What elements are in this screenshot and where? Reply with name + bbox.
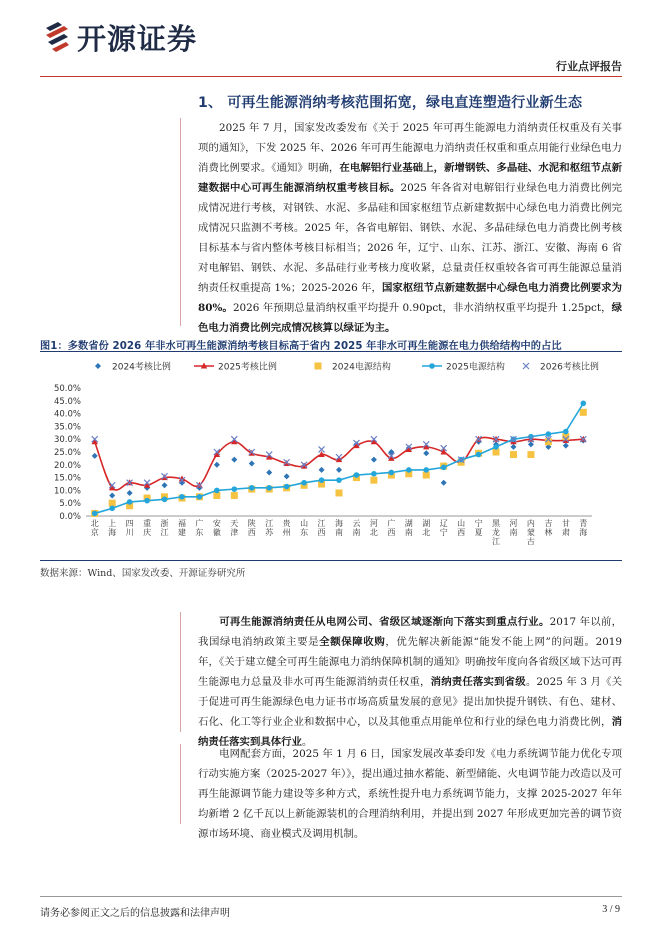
report-type: 行业点评报告 [556,60,622,73]
figure-title: 图1：多数省份 2026 年非水可再生能源消纳考核目标高于省内 2025 年非水可再生能源在电力供给结构中的占比 [40,341,562,352]
y-tick-label: 50.0% [53,384,81,394]
data-point [336,467,342,473]
body-text: 2017 年以前，我国绿电消纳政策主要是 [198,616,622,648]
brand-name: 开源证券 [77,21,198,56]
data-point [370,477,377,484]
y-tick-label: 0.0% [59,512,81,522]
data-point [109,506,115,512]
y-tick-label: 25.0% [53,448,81,458]
chart-series [91,401,587,517]
emphasis-text: 可再生能源消纳责任从电网公司、省级区域逐渐向下落实到重点行业。 [219,616,550,628]
legend-item [422,361,505,373]
data-point [406,467,412,473]
data-point [441,480,447,486]
data-point [371,457,377,463]
data-point [423,467,429,473]
paragraph-side-rule-2 [180,612,181,732]
x-tick-label: 江苏 [265,519,274,537]
body-text: 。2025 年 3 月《关于促进可再生能源绿色电力证书市场高质量发展的意见》提出加快提升钢铁、有色、建材、石化、化工等行业企业和数据中心，以及其他重点用能单位和行业的绿色电力消费比例， [198,676,623,728]
body-text: 2025 年 7 月，国家发改委发布《关于 2025 年可再生能源电力消纳责任权重及有关事项的通知》，下发 2025 年、2026 年可再生能源电力消纳责任权重和重点用能行业绿色电力消费比例要求。《通知》明确， [198,122,622,174]
figure-top-rule [40,351,622,352]
emphasis-text: 绿色电力消费比例完成情况核算以绿证为主。 [198,302,622,334]
x-tick-label: 广东 [195,519,204,537]
x-tick-label: 辽宁 [439,519,448,537]
data-point [214,488,220,494]
x-tick-label: 湖南 [404,519,413,537]
data-point [319,467,325,473]
section-title: 1、 可再生能源消纳考核范围拓宽，绿电直连塑造行业新生态 [198,95,583,111]
data-point [266,469,272,475]
x-tick-label: 安徽 [212,519,221,537]
data-point [371,471,377,477]
data-point [162,497,168,503]
x-tick-label: 内蒙古 [526,519,535,546]
x-tick-label: 河南 [509,519,518,537]
data-point [301,480,307,486]
emphasis-text: 全额保障收购 [319,636,386,648]
data-point [441,465,447,471]
x-tick-label: 河北 [369,519,378,537]
data-point [232,486,238,492]
emphasis-text: 在电解铝行业基础上，新增钢铁、多晶硅、水泥和枢纽节点新建数据中心可再生能源消纳权重考核目标。 [198,162,622,194]
data-point [284,484,290,490]
x-tick-label: 上海 [108,519,117,537]
legend-label: 2026考核比例 [540,362,599,373]
legend-item [523,361,599,373]
x-tick-label: 北京 [90,519,99,537]
x-tick-label: 贵州 [282,519,291,537]
legend-label: 2024电源结构 [332,362,391,373]
x-tick-label: 湖北 [422,519,431,537]
header-divider [40,76,622,77]
legend-label: 2024考核比例 [112,362,171,373]
consumption-ratio-chart [40,354,622,559]
paragraph-consumption-policy [198,118,622,338]
y-tick-label: 30.0% [53,435,81,446]
chart-x-labels [91,518,588,546]
legend-label: 2025电源结构 [446,362,505,373]
y-tick-label: 15.0% [53,473,81,484]
data-point [144,498,150,504]
legend-marker [95,363,101,369]
x-tick-label: 重庆 [143,519,152,537]
body-text: 2026 年预期总量消纳权重平均提升 0.90pct，非水消纳权重平均提升 1.25pct， [232,302,612,314]
data-point [249,485,255,491]
paragraph-grid-support [198,744,622,844]
legend-marker [429,363,435,369]
emphasis-text: 消纳责任落实到具体行业 [198,716,622,748]
x-tick-label: 山西 [457,519,466,537]
data-point [127,499,133,505]
data-point [214,462,220,468]
legend-marker [315,363,322,370]
x-tick-label: 江西 [317,519,326,537]
data-point [197,494,203,500]
data-point [563,443,569,449]
x-tick-label: 黑龙江 [492,519,501,546]
data-point [510,451,517,458]
x-tick-label: 天津 [230,519,239,537]
body-text: 电网配套方面，2025 年 1 月 6 日，国家发展改革委印发《电力系统调节能力优化专项行动实施方案（2025-2027 年）》，提出通过抽水蓄能、新型储能、火电调节能力改造以及可再生能源调节能力建设等多种方式，系统性提升电力系统调节能力，支撑 2025-2027 年年均新增 2 亿千瓦以上新能源装机的合理消纳利用，并提出到 2027 年形成更加完善的调节资源市场环境、商业模式及调用机制。 [198,748,622,840]
page-number: 3 / 9 [602,904,620,915]
legend-item [194,361,277,373]
body-text: 2025 年各省对电解铝行业绿色电力消费比例完成情况进行考核，对钢铁、水泥、多晶硅和国家枢纽节点新建数据中心绿色电力消费比例完成情况只监测不考核。2025 年，各省电解铝、钢铁、水泥、多晶硅绿色电力消费比例考核目标基本与省内整体考核目标相当；2026 年，辽宁、山东、江苏、浙江、安徽、海南 6 省对电解铝、钢铁、水泥、多晶硅行业考核力度收紧，总量责任权重较各省可再生能源总量消纳责任权重提高 1%；2025-2026 年， [198,182,622,294]
kaiyuan-logo-icon [44,20,70,54]
y-tick-label: 40.0% [53,409,81,420]
x-tick-label: 青海 [579,519,588,537]
x-tick-label: 甘肃 [561,519,570,537]
y-tick-label: 45.0% [53,396,81,407]
data-point [510,444,516,450]
y-tick-label: 10.0% [53,486,81,497]
data-point [162,482,168,488]
x-tick-label: 宁夏 [474,519,483,537]
emphasis-text: 国家枢纽节点新建数据中心绿色电力消费比例要求为 80%。 [198,282,622,314]
x-tick-label: 吉林 [544,519,553,537]
data-point [231,457,237,463]
data-point [528,441,534,447]
x-tick-label: 云南 [352,519,361,537]
legend-item [95,361,171,373]
data-point [231,492,238,499]
emphasis-text: 消纳责任落实到省级 [430,676,526,688]
y-tick-label: 20.0% [53,460,81,471]
x-tick-label: 福建 [177,519,186,537]
data-point [249,461,255,467]
data-point [92,511,98,517]
figure-bottom-rule [40,560,622,561]
data-point [266,485,272,491]
y-tick-label: 5.0% [59,499,81,510]
x-tick-label: 山东 [300,519,309,537]
x-tick-label: 浙江 [160,519,169,537]
y-tick-label: 35.0% [53,422,81,433]
body-text: 。 [301,736,313,748]
brand-logo [44,20,197,54]
data-point [109,493,115,499]
data-point [127,490,133,496]
x-tick-label: 陕西 [247,519,256,537]
data-point [527,451,534,458]
data-point [336,477,342,483]
x-tick-label: 四川 [125,519,134,537]
series-0 [92,437,587,498]
footer-divider [40,896,622,897]
paragraph-side-rule [180,118,181,326]
data-point [179,494,185,500]
figure-source: 数据来源：Wind、国家发改委、开源证券研究所 [40,568,246,579]
data-point [92,453,98,459]
data-point [423,450,429,456]
data-point [563,429,569,435]
data-point [319,477,325,483]
data-point [354,472,360,478]
data-point [284,473,290,479]
chart-legend [95,361,599,373]
legend-item [315,361,391,373]
data-point [580,401,586,407]
data-point [546,431,552,437]
data-point [580,409,587,416]
footer-disclaimer: 请务必参阅正文之后的信息披露和法律声明 [40,908,230,919]
x-tick-label: 广西 [387,519,396,537]
data-point [493,444,499,450]
data-point [336,489,343,496]
x-tick-label: 海南 [335,519,343,537]
legend-label: 2025考核比例 [218,362,277,373]
legend-marker [523,363,529,369]
paragraph-side-rule-3 [180,744,181,824]
body-text: ，优先解决新能源“能发不能上网”的问题。2019 年，《关于建立健全可再生能源电力消纳保障机制的通知》明确按年度向各省级区域下达可再生能源电力总量及非水可再生能源消纳责任权重， [198,636,623,688]
paragraph-consumption-responsibility [198,612,622,752]
data-point [389,470,395,476]
data-point [476,452,482,458]
